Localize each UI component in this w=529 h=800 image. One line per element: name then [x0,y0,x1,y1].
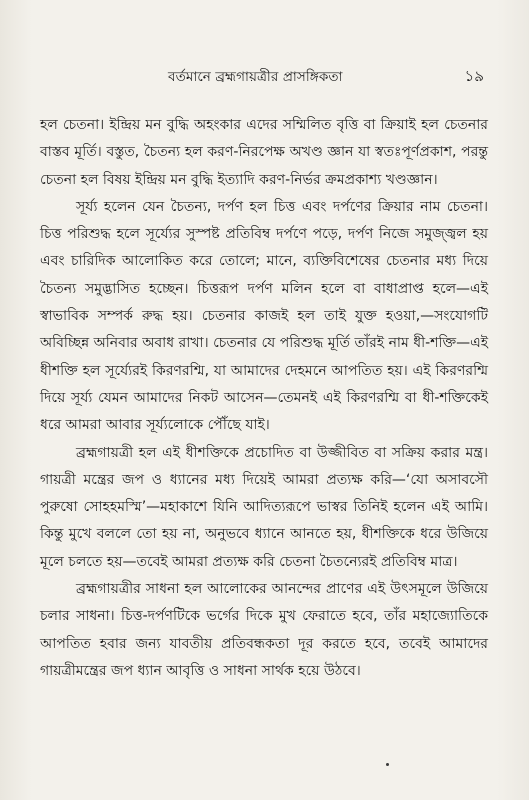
body-text [40,112,488,685]
paragraph-1: হল চেতনা। ইন্দ্রিয় মন বুদ্ধি অহংকার এদের সম্মিলিত বৃত্তি বা ক্রিয়াই হল চেতনার বাস্তব মূর্তি। বস্তুত, চৈতন্য হল করণ-নিরপেক্ষ অখণ্ড জ্ঞান যা স্বতঃপূর্ণপ্রকাশ, পরন্তু চেতনা হল বিষয় ইন্দ্রিয় মন বুদ্ধি ইত্যাদি করণ-নির্ভর ক্রমপ্রকাশ্য খণ্ডজ্ঞান। [40,117,488,188]
paragraph-2: সূর্য্য হলেন যেন চৈতন্য, দর্পণ হল চিত্ত এবং দর্পণের ক্রিয়ার নাম চেতনা। চিত্ত পরিশুদ্ধ হলে সূর্য্যের সুস্পষ্ট প্রতিবিম্ব দর্পণে পড়ে, দর্পণ নিজে সমুজ্জ্বল হয় এবং চারিদিক আলোকিত করে তোলে; মানে, ব্যক্তিবিশেষের চেতনার মধ্য দিয়ে চৈতন্য সমুদ্ভাসিত হচ্ছেন। চিত্তরূপ দর্পণ মলিন হলে বা বাধাপ্রাপ্ত হলে—এই স্বাভাবিক সম্পর্ক রুদ্ধ হয়। চেতনার কাজই হল তাই যুক্ত হওয়া,—সংযোগটি অবিচ্ছিন্ন অনিবার অবাধ রাখা। চেতনার যে পরিশুদ্ধ মূর্তি তাঁরই নাম ধী-শক্তি—এই ধীশক্তি হল সূর্য্যেরই কিরণরশ্মি, যা আমাদের দেহমনে আপতিত হয়। এই কিরণরশ্মি দিয়ে সূর্য্য যেমন আমাদের নিকট আসেন—তেমনই এই কিরণরশ্মি বা ধী-শক্তিকেই ধরে আমরা আবার সূর্য্যলোকে পৌঁছে যাই। [40,198,488,434]
paragraph-3: ব্রহ্মগায়ত্রী হল এই ধীশক্তিকে প্রচোদিত বা উজ্জীবিত বা সক্রিয় করার মন্ত্র। গায়ত্রী মন্ত্রের জপ ও ধ্যানের মধ্য দিয়েই আমরা প্রত্যক্ষ করি—‘যো অসাবসৌ পুরুষো সোহহমস্মি’—মহাকাশে যিনি আদিত্যরূপে ভাস্বর তিনিই হলেন এই আমি। কিন্তু মুখে বললে তো হয় না, অনুভবে ধ্যানে আনতে হয়, ধীশক্তিকে ধরে উজিয়ে মূলে চলতে হয়—তবেই আমরা প্রত্যক্ষ করি চেতনা চৈতন্যেরই প্রতিবিম্ব মাত্র। [40,444,488,570]
running-header [40,66,488,88]
page-number: ১৯ [464,67,484,85]
running-title: বর্তমানে ব্রহ্মগায়ত্রীর প্রাসঙ্গিকতা [168,69,343,85]
ink-speck [386,763,389,766]
paragraph-4: ব্রহ্মগায়ত্রীর সাধনা হল আলোকের আনন্দের প্রাণের এই উৎসমূলে উজিয়ে চলার সাধনা। চিত্ত-দর্পণটিকে ভর্গের দিকে মুখ ফেরাতে হবে, তাঁর মহাজ্যোতিকে আপতিত হবার জন্য যাবতীয় প্রতিবন্ধকতা দূর করতে হবে, তবেই আমাদের গায়ত্রীমন্ত্রের জপ ধ্যান আবৃত্তি ও সাধনা সার্থক হয়ে উঠবে। [40,581,488,679]
